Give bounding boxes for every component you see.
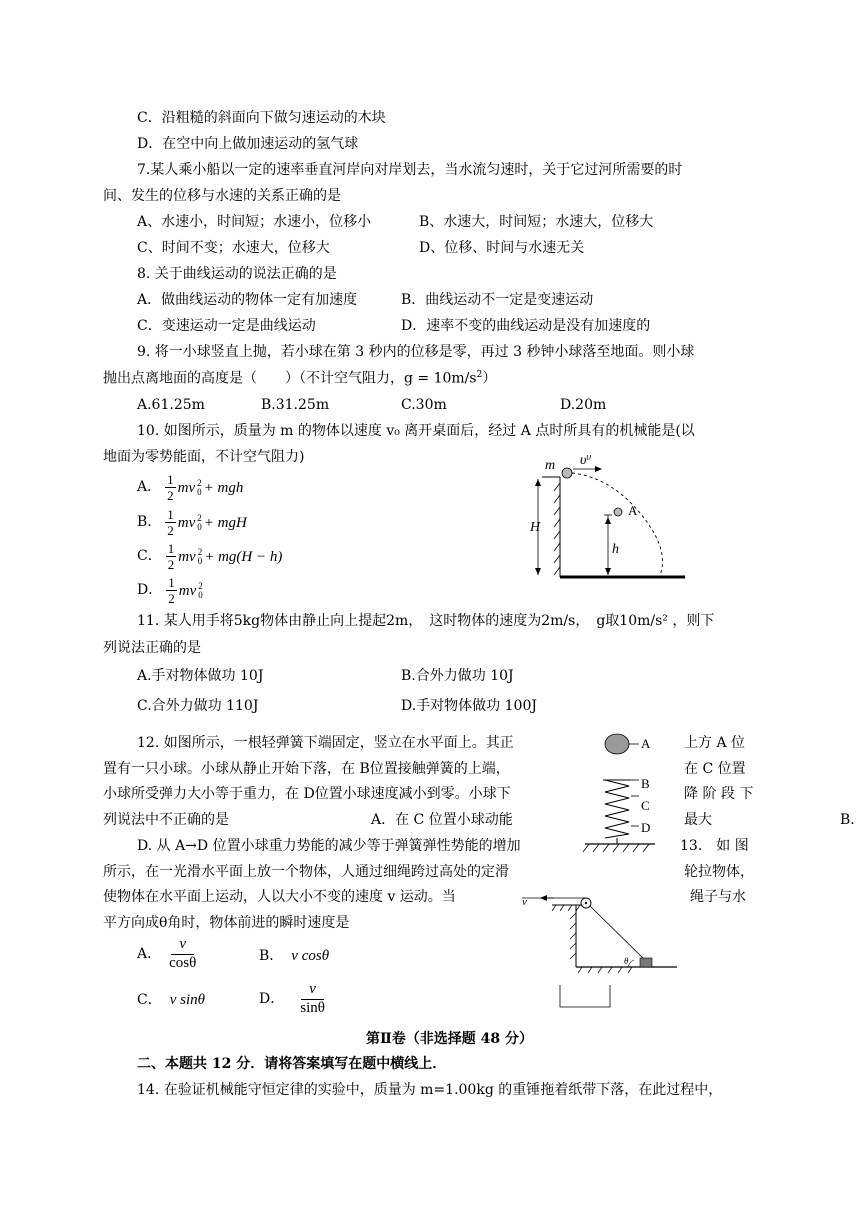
q12-line3-right: 降 阶 段 下 xyxy=(684,786,754,802)
q10-fig-label-H: H xyxy=(530,520,541,535)
q12-option-b-cut: B. xyxy=(840,812,855,828)
q13-line2: 使物体在水平面上运动，人以大小不变的速度 v 运动。当 xyxy=(103,889,456,905)
q13-option-d: D． $\frac{v}{\sin\theta}$ xyxy=(259,981,325,1016)
q12-option-d: D. 从 A→D 位置小球重力势能的减少等于弹簧弹性势能的增加 xyxy=(137,838,521,854)
q10-stem-line1: 10. 如图所示，质量为 m 的物体以速度 v₀ 离开桌面后，经过 A 点时所具有的机械能是(以 xyxy=(137,423,695,439)
q12-fig-label-A: A xyxy=(641,736,651,751)
q7-option-d: D、位移、时间与水速无关 xyxy=(419,240,585,256)
q10-option-c: C． $\frac{1}{2}$ mv 2 0 + mg(H − h) xyxy=(137,541,283,572)
q12-line2: 置有一只小球。小球从静止开始下落，在 B位置接触弹簧的上端， xyxy=(103,761,510,777)
q6-option-c: C．沿粗糙的斜面向下做匀速运动的木块 xyxy=(137,110,386,126)
q7-stem-line1: 7.某人乘小船以一定的速率垂直河岸向对岸划去，当水流匀速时，关于它过河所需要的时 xyxy=(137,162,683,178)
q10-fig-label-A: A xyxy=(628,503,638,518)
q12-option-a: A．在 C 位置小球动能 xyxy=(371,812,513,828)
q10-fig-ball xyxy=(562,468,572,478)
q12-line3: 小球所受弹力大小等于重力，在 D位置小球速度减小到零。小球下 xyxy=(103,786,511,802)
q13-fig-label-theta: θ xyxy=(624,956,629,966)
q9-option-a: A.61.25m xyxy=(137,397,205,413)
q13-option-c: C． v sinθ xyxy=(137,991,205,1008)
q11-stem-line1: 11. 某人用手将5kg物体由静止向上提起2m， 这时物体的速度为2m/s， g取10m/s² ，则下 xyxy=(137,613,715,629)
q10-fig-point-a xyxy=(614,508,622,516)
q10-fig-label-h: h xyxy=(612,542,619,557)
q9-stem-line1: 9. 将一小球竖直上抛，若小球在第 3 秒内的位移是零，再过 3 秒钟小球落至地面。则小球 xyxy=(137,344,695,360)
q13-option-b: B． v cosθ xyxy=(259,947,330,964)
q12-line1-right: 上方 A 位 xyxy=(684,735,746,751)
q11-option-a: A.手对物体做功 10J xyxy=(137,668,264,684)
q12-option-a-tail: 最大 xyxy=(684,812,712,828)
q8-option-a: A．做曲线运动的物体一定有加速度 xyxy=(137,292,358,308)
q10-option-b: B． $\frac{1}{2}$ mv 2 0 + mgH xyxy=(137,507,247,538)
q10-option-a: A． $\frac{1}{2}$ mv 2 0 + mgh xyxy=(137,472,244,503)
q9-option-b: B.31.25m xyxy=(261,397,330,413)
q12-spring-figure xyxy=(575,730,675,860)
q6-option-d: D．在空中向上做加速运动的氢气球 xyxy=(137,136,359,152)
section2-part-heading: 二、本题共 12 分．请将答案填写在题中横线上． xyxy=(137,1056,447,1072)
q11-option-c: C.合外力做功 110J xyxy=(137,698,259,714)
q12-fig-ball xyxy=(605,734,629,754)
q8-option-d: D．速率不变的曲线运动是没有加速度的 xyxy=(401,318,651,334)
q8-option-b: B．曲线运动不一定是变速运动 xyxy=(401,292,594,308)
q7-option-c: C、时间不变；水速大，位移大 xyxy=(137,240,330,256)
q11-stem-line2: 列说法正确的是 xyxy=(103,640,201,656)
q14-stem: 14. 在验证机械能守恒定律的实验中，质量为 m=1.00kg 的重锤拖着纸带下落，在此过程中， xyxy=(137,1082,723,1098)
q12-line1: 12. 如图所示，一根轻弹簧下端固定，竖立在水平面上。其正 xyxy=(137,735,514,751)
q9-stem-line2: 抛出点离地面的高度是（ ）（不计空气阻力，$g = 10m/s^2$） xyxy=(103,370,497,387)
q8-option-c: C．变速运动一定是曲线运动 xyxy=(137,318,316,334)
q10-stem-line2: 地面为零势能面，不计空气阻力) xyxy=(103,449,305,465)
q11-option-b: B.合外力做功 10J xyxy=(401,668,514,684)
q13-fig-block xyxy=(640,958,652,967)
q10-fig-label-m: m xyxy=(545,458,556,473)
q11-option-d: D.手对物体做功 100J xyxy=(401,698,537,714)
section2-title: 第Ⅱ卷（非选择题 48 分） xyxy=(366,1031,534,1047)
q10-projectile-figure xyxy=(520,455,690,585)
q12-line2-right: 在 C 位置 xyxy=(684,761,746,777)
q9-option-d: D.20m xyxy=(560,397,607,413)
q10-option-d: D． $\frac{1}{2}$ mv 2 0 xyxy=(137,575,203,606)
q8-stem: 8. 关于曲线运动的说法正确的是 xyxy=(137,266,337,282)
q7-stem-line2: 间、发生的位移与水速的关系正确的是 xyxy=(103,188,341,204)
q7-option-a: A、水速小，时间短；水速小，位移小 xyxy=(137,214,372,230)
q13-fig-label-v: v xyxy=(522,896,527,908)
q7-option-b: B、水速大，时间短；水速大，位移大 xyxy=(419,214,654,230)
q12-fig-label-D: D xyxy=(641,820,651,835)
q13-line2-right: 绳子与水 xyxy=(690,889,746,905)
q10-fig-label-v0: $\upsilon^0$ xyxy=(580,455,591,468)
q12-fig-label-B: B xyxy=(641,776,650,791)
q13-line3: 平方向成θ角时，物体前进的瞬时速度是 xyxy=(103,915,350,931)
q13-option-a: A． $\frac{v}{\cos\theta}$ xyxy=(137,936,197,971)
q12-line4: 列说法中不正确的是 xyxy=(103,812,229,828)
q13-line1-right: 轮拉物体， xyxy=(684,864,754,880)
q13-pulley-figure xyxy=(512,893,687,1013)
q9-option-c: C.30m xyxy=(401,397,447,413)
q12-fig-label-C: C xyxy=(641,798,650,813)
q13-line1: 所示，在一光滑水平面上放一个物体，人通过细绳跨过高处的定滑 xyxy=(103,864,509,880)
q13-number: 13. 如 图 xyxy=(680,838,749,854)
